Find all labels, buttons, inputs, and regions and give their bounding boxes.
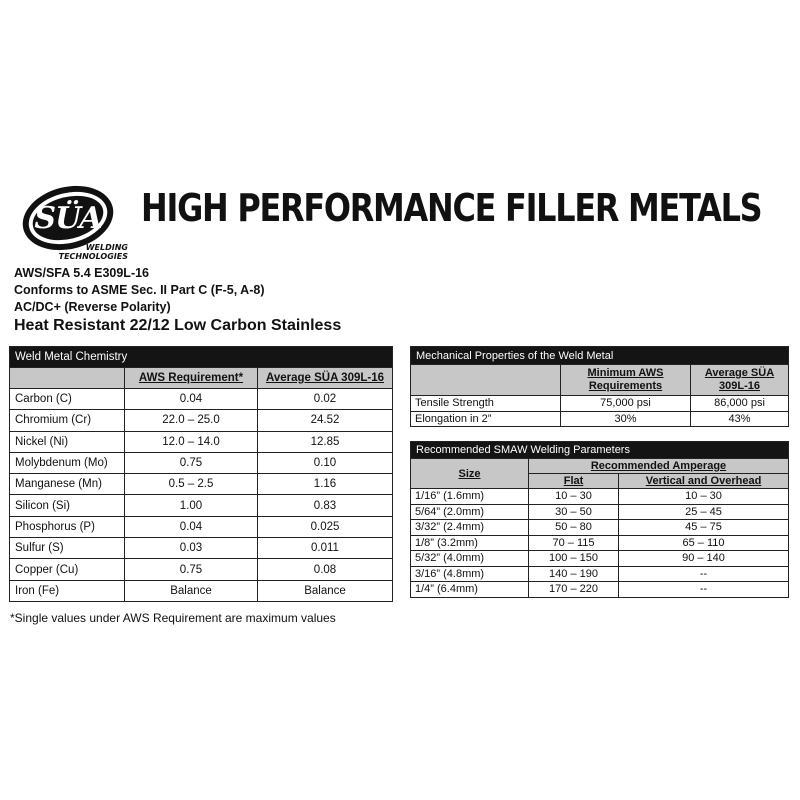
aws-value: 0.03 (125, 538, 258, 559)
table-row (10, 516, 393, 537)
chemistry-header-element (10, 368, 125, 389)
aws-value: 75,000 psi (561, 396, 691, 412)
smaw-header-vertical: Vertical and Overhead (619, 474, 789, 489)
average-value: 0.011 (258, 538, 393, 559)
average-value: 0.83 (258, 495, 393, 516)
flat-amperage: 70 – 115 (529, 535, 619, 551)
table-row (411, 411, 789, 427)
flat-amperage: 50 – 80 (529, 520, 619, 536)
table-row (10, 559, 393, 580)
element-name: Chromium (Cr) (10, 410, 125, 431)
average-value: 24.52 (258, 410, 393, 431)
chemistry-header-aws: AWS Requirement* (125, 368, 258, 389)
smaw-header-amperage: Recommended Amperage (529, 459, 789, 474)
aws-value: 0.5 – 2.5 (125, 474, 258, 495)
spec-asme-conformance: Conforms to ASME Sec. II Part C (F-5, A-8) (14, 283, 265, 297)
property-name: Elongation in 2” (411, 411, 561, 427)
vertical-amperage: 90 – 140 (619, 551, 789, 567)
aws-value: 22.0 – 25.0 (125, 410, 258, 431)
element-name: Phosphorus (P) (10, 516, 125, 537)
average-value: 1.16 (258, 474, 393, 495)
table-row (411, 504, 789, 520)
flat-amperage: 10 – 30 (529, 489, 619, 505)
element-name: Manganese (Mn) (10, 474, 125, 495)
table-row (411, 535, 789, 551)
table-row (10, 495, 393, 516)
aws-value: 0.75 (125, 452, 258, 473)
table-row (411, 520, 789, 536)
logo-tagline-technologies: TECHNOLOGIES (58, 252, 128, 261)
chemistry-header-average: Average SÜA 309L-16 (258, 368, 393, 389)
average-value: Balance (258, 580, 393, 601)
logo-tagline-welding: WELDING (85, 243, 128, 252)
electrode-size: 1/16” (1.6mm) (411, 489, 529, 505)
flat-amperage: 170 – 220 (529, 582, 619, 598)
table-row (10, 474, 393, 495)
table-row (411, 551, 789, 567)
vertical-amperage: -- (619, 582, 789, 598)
vertical-amperage: -- (619, 566, 789, 582)
mechanical-header-aws: Minimum AWS Requirements (561, 365, 691, 396)
aws-value: 0.75 (125, 559, 258, 580)
mechanical-title: Mechanical Properties of the Weld Metal (411, 347, 789, 365)
vertical-amperage: 65 – 110 (619, 535, 789, 551)
element-name: Sulfur (S) (10, 538, 125, 559)
footnote: *Single values under AWS Requirement are maximum values (10, 611, 336, 625)
aws-value: Balance (125, 580, 258, 601)
table-row (411, 489, 789, 505)
vertical-amperage: 25 – 45 (619, 504, 789, 520)
electrode-size: 5/32” (4.0mm) (411, 551, 529, 567)
element-name: Copper (Cu) (10, 559, 125, 580)
spec-aws-classification: AWS/SFA 5.4 E309L-16 (14, 266, 150, 280)
logo-mark: SÜA (34, 201, 102, 236)
table-row (10, 431, 393, 452)
page-title: HIGH PERFORMANCE FILLER METALS (141, 186, 762, 230)
sua-logo (16, 176, 134, 268)
smaw-header-size: Size (411, 459, 529, 489)
aws-value: 30% (561, 411, 691, 427)
table-row (411, 582, 789, 598)
average-value: 43% (691, 411, 789, 427)
average-value: 0.10 (258, 452, 393, 473)
average-value: 0.08 (258, 559, 393, 580)
element-name: Silicon (Si) (10, 495, 125, 516)
chemistry-title: Weld Metal Chemistry (10, 347, 393, 368)
table-row (10, 452, 393, 473)
electrode-size: 3/16” (4.8mm) (411, 566, 529, 582)
average-value: 12.85 (258, 431, 393, 452)
average-value: 86,000 psi (691, 396, 789, 412)
smaw-header-flat: Flat (529, 474, 619, 489)
smaw-title: Recommended SMAW Welding Parameters (411, 442, 789, 459)
average-value: 0.02 (258, 389, 393, 410)
table-row (411, 396, 789, 412)
table-row (10, 389, 393, 410)
electrode-size: 5/64” (2.0mm) (411, 504, 529, 520)
spec-polarity: AC/DC+ (Reverse Polarity) (14, 300, 171, 314)
element-name: Nickel (Ni) (10, 431, 125, 452)
table-row (10, 410, 393, 431)
flat-amperage: 100 – 150 (529, 551, 619, 567)
aws-value: 1.00 (125, 495, 258, 516)
aws-value: 12.0 – 14.0 (125, 431, 258, 452)
mechanical-header-property (411, 365, 561, 396)
electrode-size: 3/32” (2.4mm) (411, 520, 529, 536)
smaw-parameters-table (410, 441, 789, 598)
aws-value: 0.04 (125, 516, 258, 537)
aws-value: 0.04 (125, 389, 258, 410)
table-row (10, 538, 393, 559)
element-name: Carbon (C) (10, 389, 125, 410)
element-name: Molybdenum (Mo) (10, 452, 125, 473)
electrode-size: 1/8” (3.2mm) (411, 535, 529, 551)
flat-amperage: 30 – 50 (529, 504, 619, 520)
table-row (411, 566, 789, 582)
mechanical-properties-table (410, 346, 789, 427)
weld-metal-chemistry-table (9, 346, 393, 602)
average-value: 0.025 (258, 516, 393, 537)
table-row (10, 580, 393, 601)
element-name: Iron (Fe) (10, 580, 125, 601)
flat-amperage: 140 – 190 (529, 566, 619, 582)
spec-product-description: Heat Resistant 22/12 Low Carbon Stainless (14, 317, 342, 334)
vertical-amperage: 10 – 30 (619, 489, 789, 505)
electrode-size: 1/4” (6.4mm) (411, 582, 529, 598)
mechanical-header-average: Average SÜA 309L-16 (691, 365, 789, 396)
property-name: Tensile Strength (411, 396, 561, 412)
vertical-amperage: 45 – 75 (619, 520, 789, 536)
